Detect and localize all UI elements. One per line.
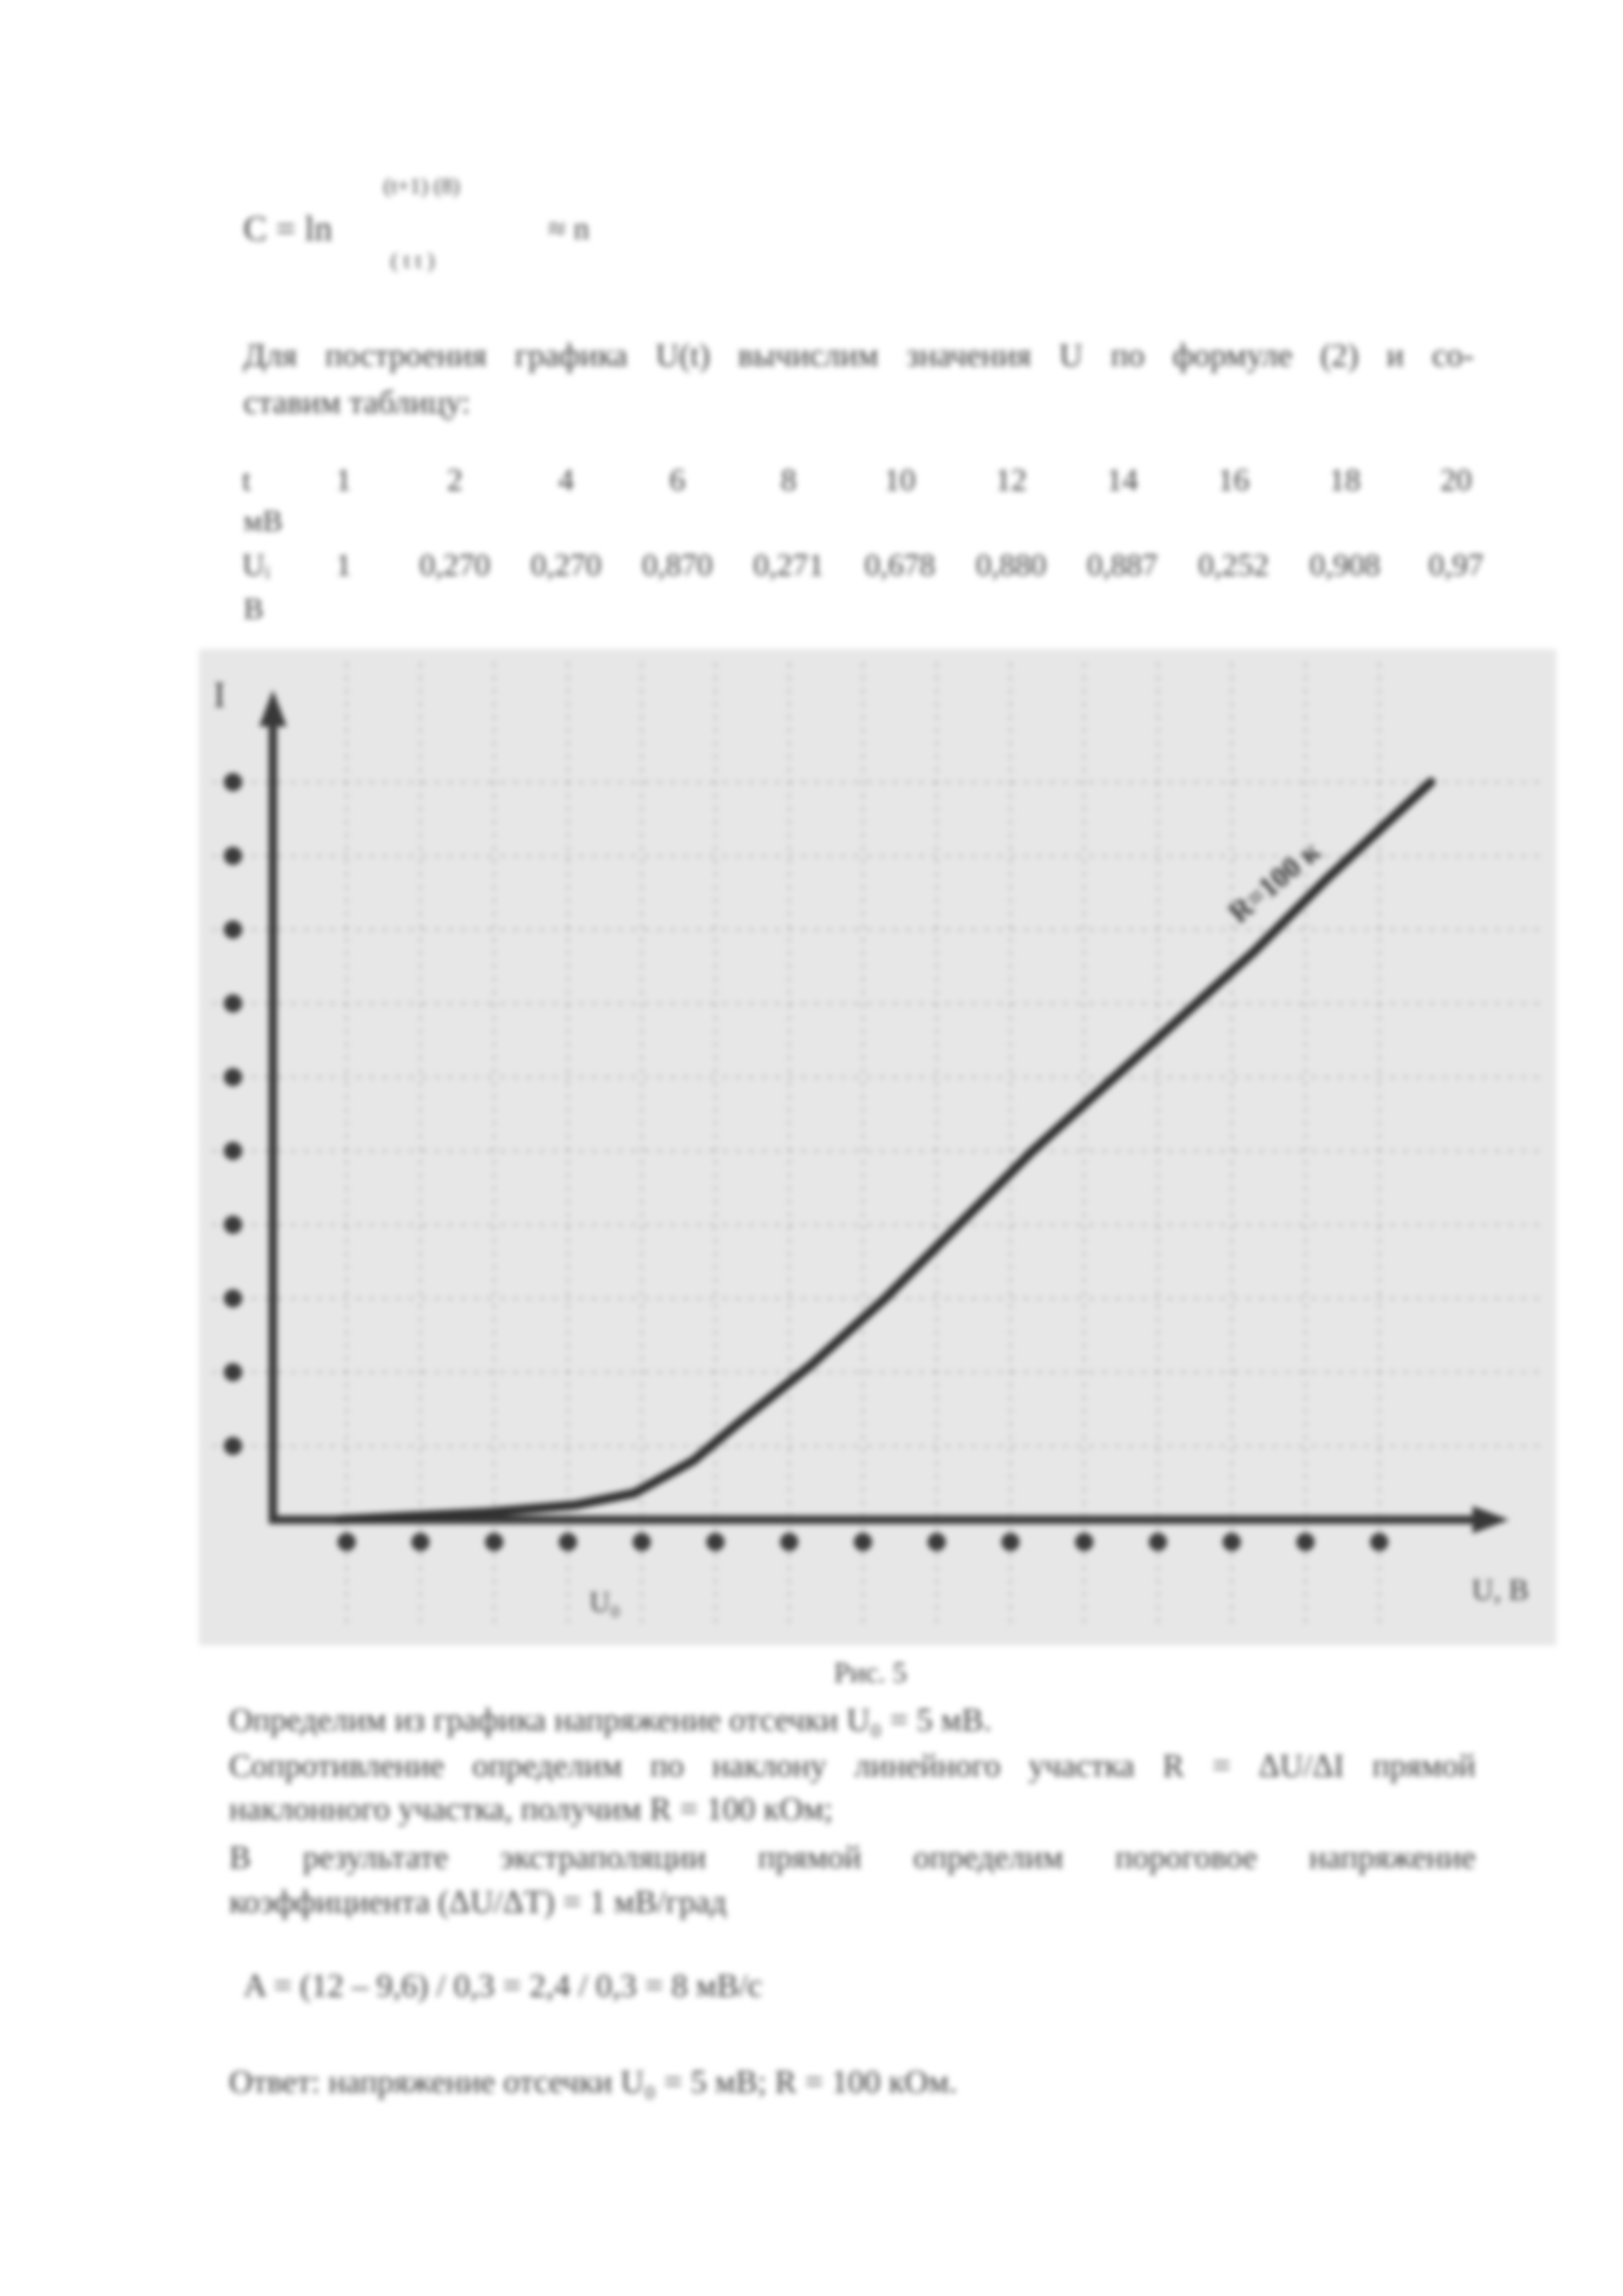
table-cell: 1 [336,463,351,497]
table-cell: 0,887 [1087,548,1158,583]
x-tick-mark [633,1533,651,1551]
table-cell: 6 [669,463,685,497]
table-cell: 0,880 [976,548,1046,583]
y-tick-mark [224,1215,242,1234]
answer: Ответ: напряжение отсечки U₀ = 5 мВ; R = 100 кОм. [229,2063,957,2100]
x-axis-label: U, В [1472,1573,1529,1606]
formula: A = (12 – 9,6) / 0,3 = 2,4 / 0,3 = 8 мВ/с [243,1967,762,2003]
table-cell: 8 [781,463,796,497]
text-line: Определим из графика напряжение отсечки U₀ = 5 мВ. [229,1701,992,1738]
y-tick-mark [224,1289,242,1308]
paragraph-line-1: Для построения графика U(t) вычислим значения U по формуле (2) и со- [243,336,1474,373]
formula-top-rhs: ≈ n [548,211,590,246]
x-tick-mark [1149,1533,1167,1551]
x-tick-mark [1075,1533,1094,1551]
table-cell: 16 [1218,463,1249,497]
x-tick-mark [1370,1533,1389,1551]
table-cell: 4 [558,463,574,497]
x-axis-arrow-icon [1472,1506,1509,1534]
table-cell: 0,678 [865,548,935,583]
x-tick-mark [1222,1533,1241,1551]
table-row-label: t [242,463,251,497]
formula-top-superscript: (t+1) (8) [383,174,460,198]
y-axis-label: I [213,675,226,715]
text-line: Сопротивление определим по наклону линейного участка R = ΔU/ΔI прямой [229,1747,1476,1784]
x-tick-mark [927,1533,946,1551]
table-row-label: Uᵢ [242,548,270,583]
y-tick-mark [224,847,242,865]
y-tick-mark [224,920,242,939]
table-cell: 0,270 [419,548,490,583]
table-cell: 10 [884,463,916,497]
y-tick-mark [224,1437,242,1455]
text-line: коэффициента (ΔU/ΔT) = 1 мВ/град [229,1883,727,1920]
text-line: наклонного участка, получим R = 100 кОм; [229,1790,833,1827]
table-cell: 20 [1440,463,1472,497]
x-tick-mark [1296,1533,1315,1551]
table-cell: 14 [1107,463,1138,497]
x-tick-mark [1001,1533,1020,1551]
threshold-label: U₀ [589,1586,620,1618]
y-axis-arrow-icon [259,690,287,726]
tick-marks [224,773,1389,1551]
x-tick-mark [411,1533,429,1551]
table-cell: 2 [447,463,463,497]
table-row-unit: В [243,592,264,625]
x-tick-mark [559,1533,577,1551]
figure [199,649,1556,1645]
y-tick-mark [224,1068,242,1086]
formula-top-lhs: C = ln [243,209,332,248]
chart [199,649,1556,1645]
table-cell: 0,97 [1429,548,1484,583]
table-cell: 0,870 [642,548,713,583]
formula-top-subscript: ( t t ) [391,249,435,273]
table-row [216,461,1512,500]
y-tick-mark [224,1142,242,1160]
x-tick-mark [854,1533,872,1551]
y-tick-mark [224,994,242,1013]
x-tick-mark [338,1533,356,1551]
y-tick-mark [224,773,242,791]
x-tick-mark [485,1533,503,1551]
table-cell: 0,252 [1198,548,1269,583]
paragraph-line-2: ставим таблицу: [243,384,471,420]
x-tick-mark [780,1533,798,1551]
x-tick-mark [706,1533,724,1551]
table-cell: 12 [995,463,1027,497]
table-cell: 0,271 [753,548,824,583]
table-row-unit: мВ [243,504,283,537]
text-line: В результате экстраполяции прямой определим пороговое напряжение [229,1839,1476,1875]
table-cell: 18 [1329,463,1361,497]
line-annotation: R=100 к [1221,833,1327,929]
table-cell: 0,908 [1310,548,1380,583]
y-tick-mark [224,1363,242,1382]
table-cell: 0,270 [531,548,601,583]
table-row [216,546,1512,585]
figure-caption: Рис. 5 [834,1657,907,1689]
table-cell: 1 [336,548,351,583]
grid [212,662,1541,1631]
